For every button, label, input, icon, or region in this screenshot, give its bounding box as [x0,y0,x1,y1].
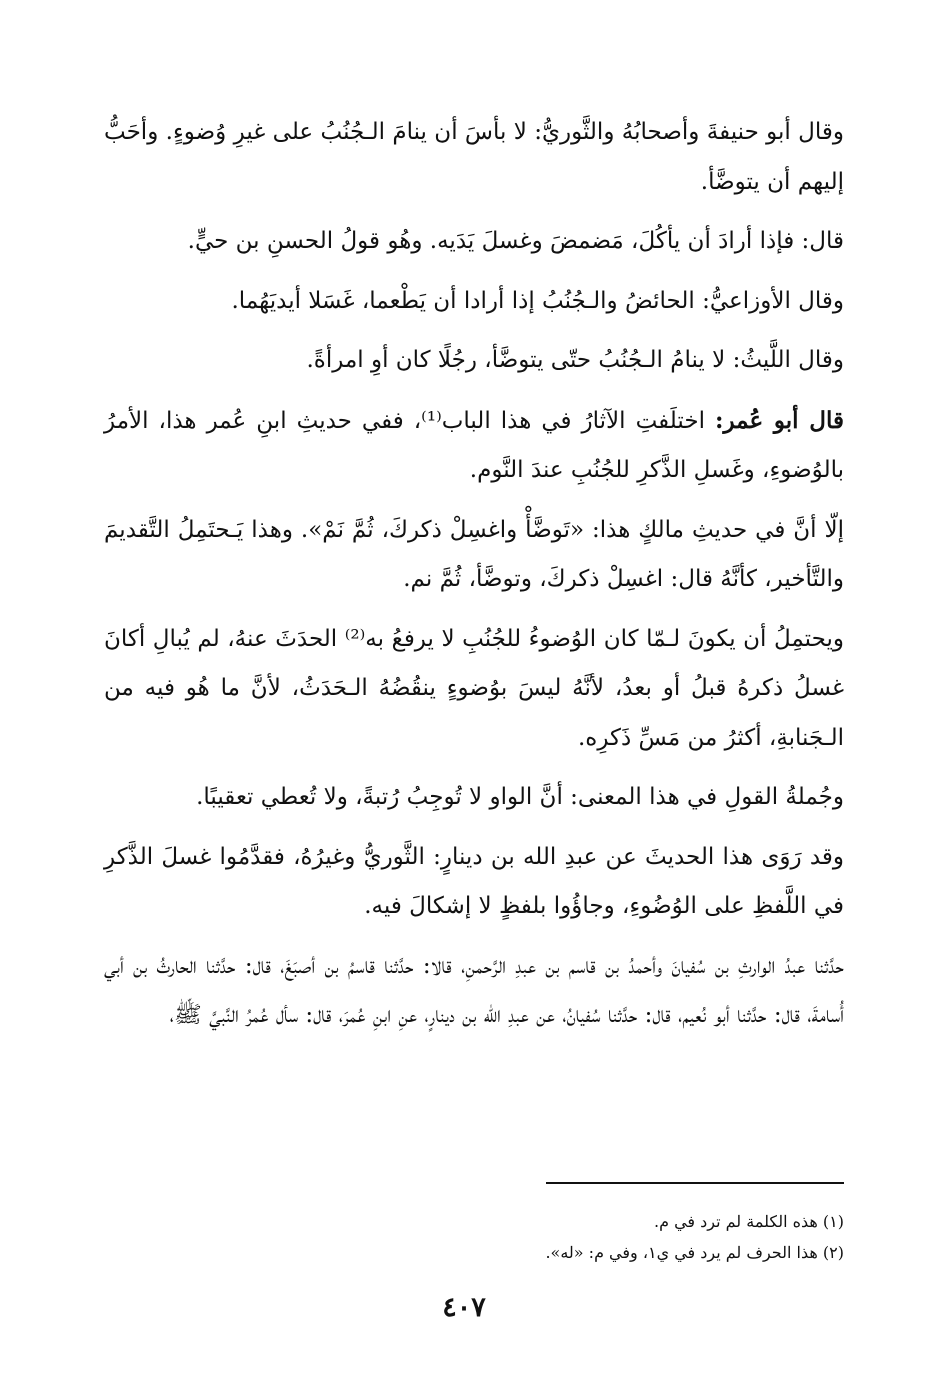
footnote: (٢) هذا الحرف لم يرد في ي١، وفي م: «له». [545,1243,844,1262]
paragraph-text: وجُملةُ القولِ في هذا المعنى: أنَّ الواو لا تُوجِبُ رُتبةً، ولا تُعطي تعقيبًا. [196,784,844,810]
paragraph [104,396,844,496]
paragraph-text: ويحتمِلُ أن يكونَ لـمّا كان الوُضوءُ للجُنُبِ لا يرفعُ به⁽²⁾ الحدَثَ عنهُ، لم يُبالِ أكانَ غسلُ ذكرهُ قبلُ أو بعدُ، لأنَّهُ ليسَ بوُضوءٍ ينقُضُهُ الـحَدَثُ، لأنَّ ما هُو فيه من الـجَنابةِ، أكثرُ من مَسِّ ذَكرِه. [104,625,844,751]
paragraph [104,336,844,386]
page-number: ٤٠٧ [442,1292,486,1323]
paragraph-text: حدَّثنا عبدُ الوارثِ بن سُفيانَ وأحمدُ بن قاسم بن عبدِ الرَّحمنِ، قالا: حدَّثنا قاسمُ بن أصبَغَ، قال: حدَّثنا الحارثُ بن أبي أُسامةَ، قال: حدَّثنا أبو نُعيم، قال: حدَّثنا سُفيانُ، عن عبدِ الله بن دينارٍ، عنِ ابنِ عُمرَ، قال: سأل عُمرُ النَّبيَّ ﷺ، [104,952,844,1028]
paragraph-text: إلّا أنَّ في حديثِ مالكٍ هذا: «تَوضَّأْ واغسِلْ ذكركَ، ثُمَّ نَمْ». وهذا يَـحتَمِلُ التَّقديمَ والتَّأخير، كأنَّهُ قال: اغسِلْ ذكركَ، وتوضَّأ، ثُمَّ نم. [104,516,844,592]
footnote: (١) هذه الكلمة لم ترد في م. [653,1212,844,1231]
footnotes [104,1206,844,1268]
paragraph-text: اختلَفتِ الآثارُ في هذا الباب⁽¹⁾، ففي حديثِ ابنِ عُمر هذا، الأمرُ بالوُضوءِ، وغَسلِ الذَّكرِ للجُنُبِ عندَ النَّوم. [104,407,844,483]
paragraph [104,277,844,327]
paragraph-text: قال: فإذا أرادَ أن يأكُلَ، مَضمضَ وغسلَ يَدَيه. وهُو قولُ الحسنِ بن حيٍّ. [187,228,844,254]
paragraph [104,773,844,823]
paragraph-lead: قال أبو عُمر: [714,406,845,434]
paragraph [104,108,844,207]
paragraph [104,615,844,764]
paragraph [104,217,844,267]
paragraph-text: وقال الأوزاعيُّ: الحائضُ والـجُنُبُ إذا أرادا أن يَطْعما، غَسَلا أيديَهُما. [231,287,844,314]
paragraph-text: وقال اللَّيثُ: لا ينامُ الـجُنُبُ حتّى يتوضَّأ، رجُلًا كان أوِ امرأةً. [306,347,844,373]
paragraph-text: وقال أبو حنيفةَ وأصحابُهُ والثَّوريُّ: لا بأسَ أن ينامَ الـجُنُبُ على غيرِ وُضوءٍ. وأحَبُّ إليهم أن يتوضَّأ. [104,119,844,195]
paragraph [104,506,844,605]
main-text [104,108,844,1051]
paragraph [104,942,844,1041]
footnote-separator [546,1182,844,1184]
paragraph [104,833,844,932]
paragraph-text: وقد رَوَى هذا الحديثَ عن عبدِ الله بن دينارٍ: الثَّوريُّ وغيرُهُ، فقدَّمُوا غسلَ الذَّكرِ في اللَّفظِ على الوُضُوءِ، وجاؤُوا بلفظٍ لا إشكالَ فيه. [104,843,844,919]
